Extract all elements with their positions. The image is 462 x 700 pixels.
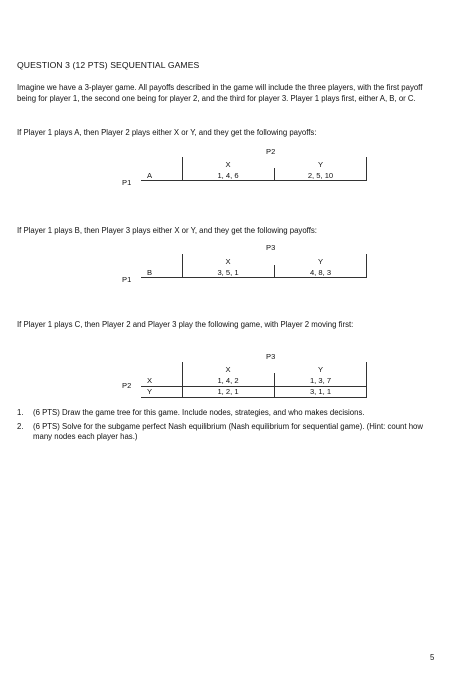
game-b-row-label-b: B bbox=[147, 268, 153, 277]
game-c-col-player: P3 bbox=[266, 352, 276, 361]
question-heading: QUESTION 3 (12 PTS) SEQUENTIAL GAMES bbox=[17, 60, 200, 70]
game-c-col-header-y: Y bbox=[317, 365, 324, 374]
game-b-col-header-y: Y bbox=[317, 257, 324, 266]
game-a-header-rule bbox=[141, 180, 367, 181]
game-b-col-header-x: X bbox=[225, 257, 231, 266]
list-item bbox=[17, 408, 437, 418]
question-list bbox=[17, 408, 437, 446]
game-c-cell-yy: 3, 1, 1 bbox=[309, 387, 332, 396]
game-a-row-label-a: A bbox=[147, 171, 153, 180]
game-a-col-header-y: Y bbox=[317, 160, 324, 169]
game-c-cell-xx: 1, 4, 2 bbox=[217, 376, 239, 385]
game-c-cell-xy: 1, 3, 7 bbox=[309, 376, 332, 385]
question-number: 2. bbox=[17, 422, 24, 431]
game-b-cell-by: 4, 8, 3 bbox=[309, 268, 332, 277]
game-a-row-player: P1 bbox=[122, 178, 132, 187]
game-b-cell-bx: 3, 5, 1 bbox=[217, 268, 239, 277]
intro-paragraph: Imagine we have a 3-player game. All payoffs described in the game will include the three players, with the first payoff being for player 1, the second one being for player 2, and the third for player 3. Player 1 plays first, either A, B, or C. bbox=[17, 83, 423, 103]
game-a-col-header-x: X bbox=[225, 160, 231, 169]
game-a-cell-ay: 2, 5, 10 bbox=[307, 171, 334, 180]
game-b-col-player: P3 bbox=[266, 243, 276, 252]
game-c-row-label-x: X bbox=[147, 376, 153, 385]
list-item bbox=[17, 422, 437, 442]
game-b-row-player: P1 bbox=[122, 275, 132, 284]
game-c-row-player: P2 bbox=[122, 381, 132, 390]
game-c-bottom-rule bbox=[141, 397, 367, 398]
game-a-col-player: P2 bbox=[266, 147, 276, 156]
question-text: (6 PTS) Draw the game tree for this game. Include nodes, strategies, and who makes decisions. bbox=[33, 408, 365, 417]
game-a-cell-ax: 1, 4, 6 bbox=[217, 171, 239, 180]
game-b-description: If Player 1 plays B, then Player 3 plays either X or Y, and they get the following payoffs: bbox=[17, 226, 317, 235]
question-text: (6 PTS) Solve for the subgame perfect Nash equilibrium (Nash equilibrium for sequential game). (Hint: count how many nodes each player has.) bbox=[33, 422, 424, 441]
question-number: 1. bbox=[17, 408, 24, 417]
game-c-cell-yx: 1, 2, 1 bbox=[217, 387, 239, 396]
game-c-description: If Player 1 plays C, then Player 2 and Player 3 play the following game, with Player 2 moving first: bbox=[17, 320, 354, 329]
game-a-description: If Player 1 plays A, then Player 2 plays either X or Y, and they get the following payoffs: bbox=[17, 128, 317, 137]
game-c-row-label-y: Y bbox=[147, 387, 153, 396]
page-number: 5 bbox=[430, 653, 435, 662]
game-b-header-rule bbox=[141, 277, 367, 278]
game-c-col-header-x: X bbox=[225, 365, 231, 374]
